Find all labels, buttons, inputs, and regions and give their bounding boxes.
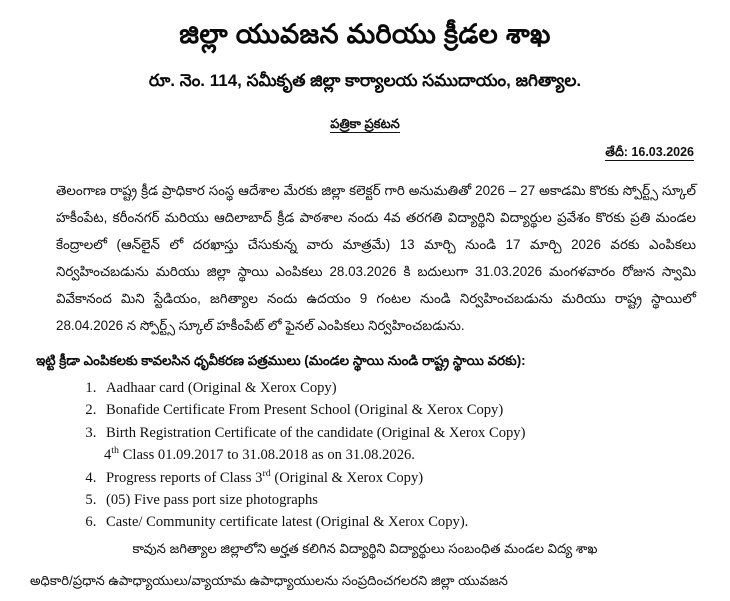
main-paragraph: తెలంగాణ రాష్ట్ర క్రీడ ప్రాధికార సంస్థ ఆదేశాల మేరకు జిల్లా కలెక్టర్ గారి అనుమతితో 2026 – 27 అకాడమి కొరకు స్పోర్ట్స్ స్కూల్ హకీంపేట, కరీంనగర్ మరియు ఆదిలాబాద్ క్రీడ పాఠశాల నందు 4వ తరగతి విద్యార్థిని విద్యార్థుల ప్రవేశం కొరకు ప్రతి మండల కేంద్రాలలో (ఆన్‌లైన్ లో దరఖాస్తు చేసుకున్న వారు మాత్రమే) 13 మార్చి నుండి 17 మార్చి 2026 వరకు ఎంపికలు నిర్వహించబడును మరియు జిల్లా స్థాయి ఎంపికలు 28.03.2026 కి బదులుగా 31.03.2026 మంగళవారం రోజున స్వామి వివేకానంద మిని స్టేడియం, జగిత్యాల నందు ఉదయం 9 గంటల నుండి నిర్వహించబడును మరియు రాష్ట్ర స్థాయిలో 28.04.2026 న స్పోర్ట్స్ స్కూల్ హకీంపేట్ లో ఫైనల్ ఎంపికలు నిర్వహించబడును. [56, 182, 696, 334]
closing-line-1: కావున జగిత్యాల జిల్లాలోని అర్హత కలిగిన విద్యార్థిని విద్యార్థులు సంబంధిత మండల విద్య శాఖ [132, 541, 598, 557]
list-item-text: (05) Five pass port size photographs [106, 491, 318, 508]
list-item [100, 490, 730, 511]
press-note-text: పత్రికా ప్రకటన [330, 115, 400, 131]
list-item-text: Bonafide Certificate From Present School (Original & Xerox Copy) [106, 402, 504, 419]
date-line [0, 145, 730, 163]
page-title: జిల్లా యువజన మరియు క్రీడల శాఖ [179, 19, 551, 49]
press-note-label [0, 116, 730, 135]
list-item-text: Aadhaar card (Original & Xerox Copy) [106, 380, 337, 397]
list-item [100, 423, 730, 466]
date-text: తేదీ: 16.03.2026 [605, 144, 694, 159]
office-address: రూ. నెం. 114, సమీకృత జిల్లా కార్యాలయ సముదాయం, జగిత్యాల. [148, 70, 582, 90]
list-item [100, 400, 730, 421]
document-page [0, 10, 730, 601]
list-item-text: Caste/ Community certificate latest (Original & Xerox Copy). [106, 513, 469, 530]
list-item-subtext: 4th Class 01.09.2017 to 31.08.2018 as on 31.08.2026. [104, 444, 415, 463]
closing-line-2: అధికారి/ప్రధాన ఉపాధ్యాయులు/వ్యాయామ ఉపాధ్యాయులను సంప్రదించగలరని జిల్లా యువజన [30, 573, 508, 589]
list-item [100, 512, 730, 533]
documents-heading: ఇట్టి క్రీడా ఎంపికలకు కావలసిన ధృవీకరణ పత్రములు (మండల స్థాయి నుండి రాష్ట్ర స్థాయి వరకు): [36, 353, 526, 369]
required-documents-list [0, 378, 730, 533]
list-item-text: Progress reports of Class 3rd (Original & Xerox Copy) [106, 467, 424, 486]
list-item-text: Birth Registration Certificate of the candidate (Original & Xerox Copy) [106, 424, 526, 441]
list-item [100, 378, 730, 399]
list-item [100, 467, 730, 489]
